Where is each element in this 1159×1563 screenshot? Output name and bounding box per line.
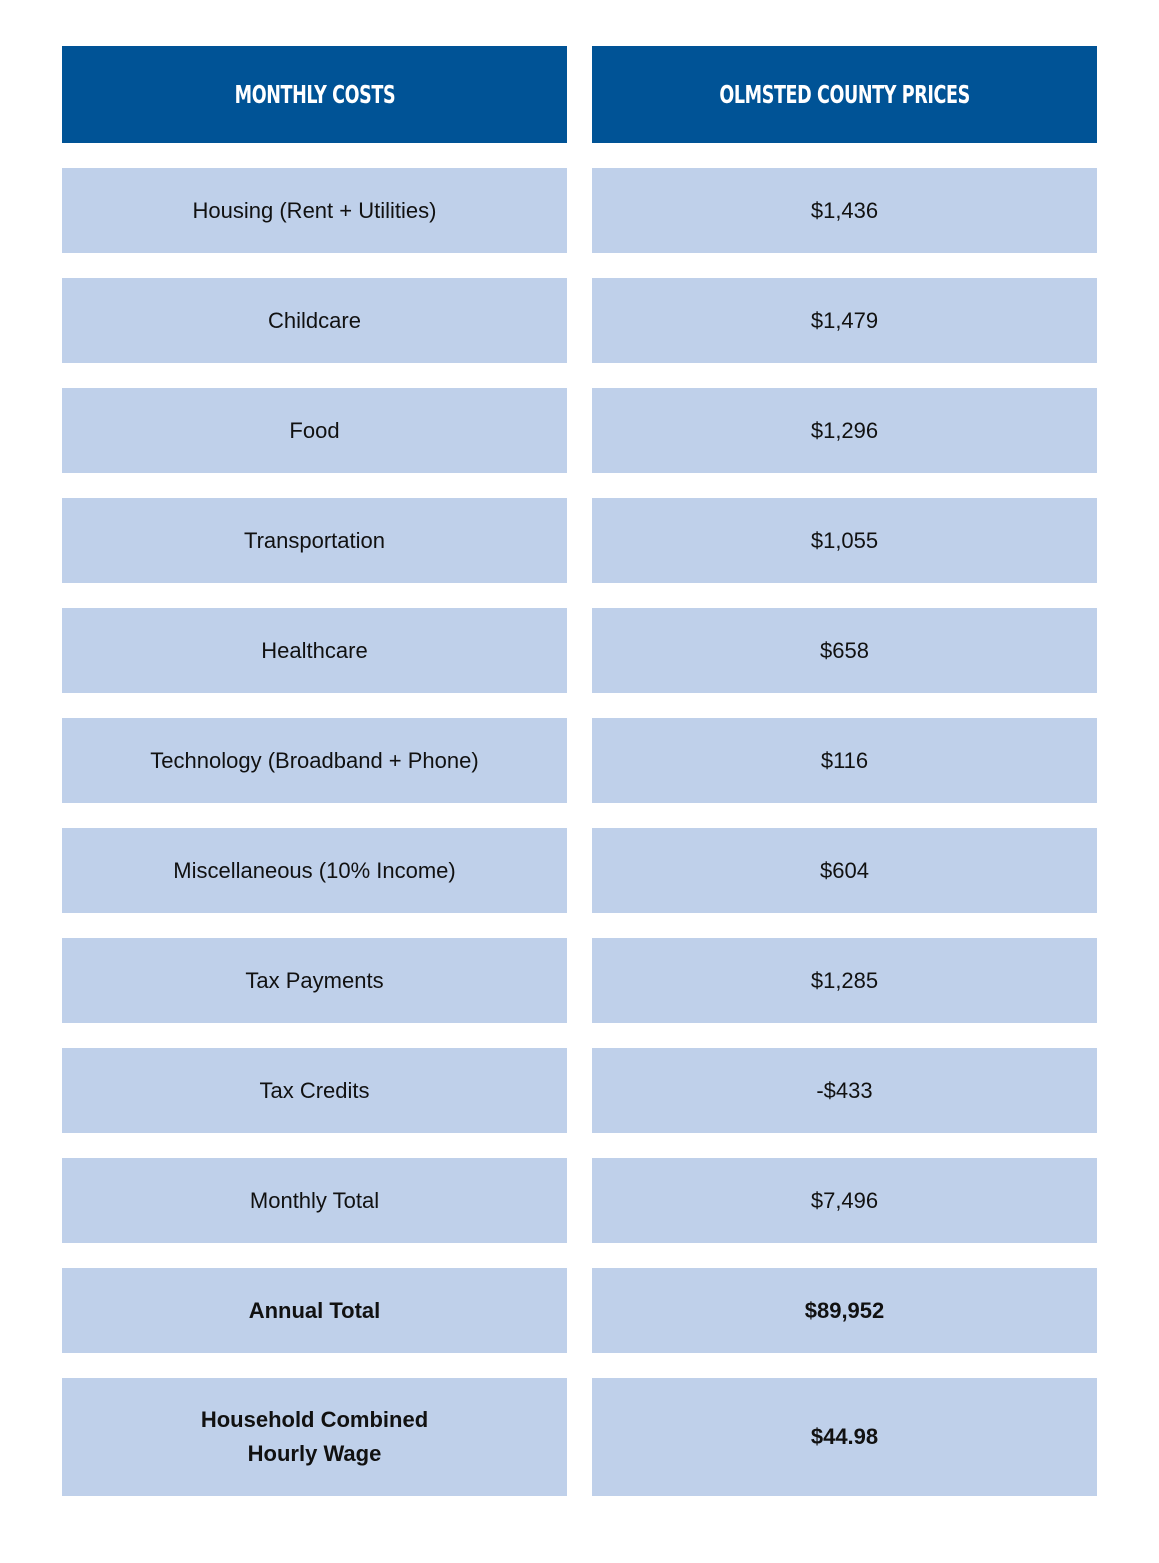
row-value: $1,436 (592, 168, 1097, 253)
table-row (62, 938, 1097, 1023)
row-value: -$433 (592, 1048, 1097, 1133)
row-label: Technology (Broadband + Phone) (62, 718, 567, 803)
row-label: Food (62, 388, 567, 473)
row-value: $1,479 (592, 278, 1097, 363)
cost-table (62, 46, 1097, 1496)
row-label-line1: Household Combined (200, 1407, 429, 1432)
table-row (62, 498, 1097, 583)
table-row (62, 388, 1097, 473)
row-label: Miscellaneous (10% Income) (62, 828, 567, 913)
table-row (62, 608, 1097, 693)
row-label (62, 1378, 567, 1496)
row-value: $1,055 (592, 498, 1097, 583)
row-label: Monthly Total (62, 1158, 567, 1243)
row-value: $116 (592, 718, 1097, 803)
row-label: Tax Credits (62, 1048, 567, 1133)
table-row-hourly-wage (62, 1378, 1097, 1496)
row-value: $89,952 (592, 1268, 1097, 1353)
row-label: Tax Payments (62, 938, 567, 1023)
row-value: $7,496 (592, 1158, 1097, 1243)
table-row (62, 278, 1097, 363)
row-label: Housing (Rent + Utilities) (62, 168, 567, 253)
row-value: $658 (592, 608, 1097, 693)
table-row (62, 1048, 1097, 1133)
row-value: $604 (592, 828, 1097, 913)
row-value: $1,296 (592, 388, 1097, 473)
table-row (62, 1158, 1097, 1243)
table-row (62, 828, 1097, 913)
table-row (62, 718, 1097, 803)
table-row (62, 168, 1097, 253)
row-value: $44.98 (592, 1378, 1097, 1496)
row-label: Transportation (62, 498, 567, 583)
table-header-row (62, 46, 1097, 143)
row-value: $1,285 (592, 938, 1097, 1023)
row-label: Annual Total (62, 1268, 567, 1353)
table-row-annual-total (62, 1268, 1097, 1353)
header-olmsted-county-prices: OLMSTED COUNTY PRICES (592, 46, 1097, 143)
row-label-line2: Hourly Wage (247, 1441, 382, 1466)
row-label: Healthcare (62, 608, 567, 693)
header-monthly-costs: MONTHLY COSTS (62, 46, 567, 143)
row-label: Childcare (62, 278, 567, 363)
